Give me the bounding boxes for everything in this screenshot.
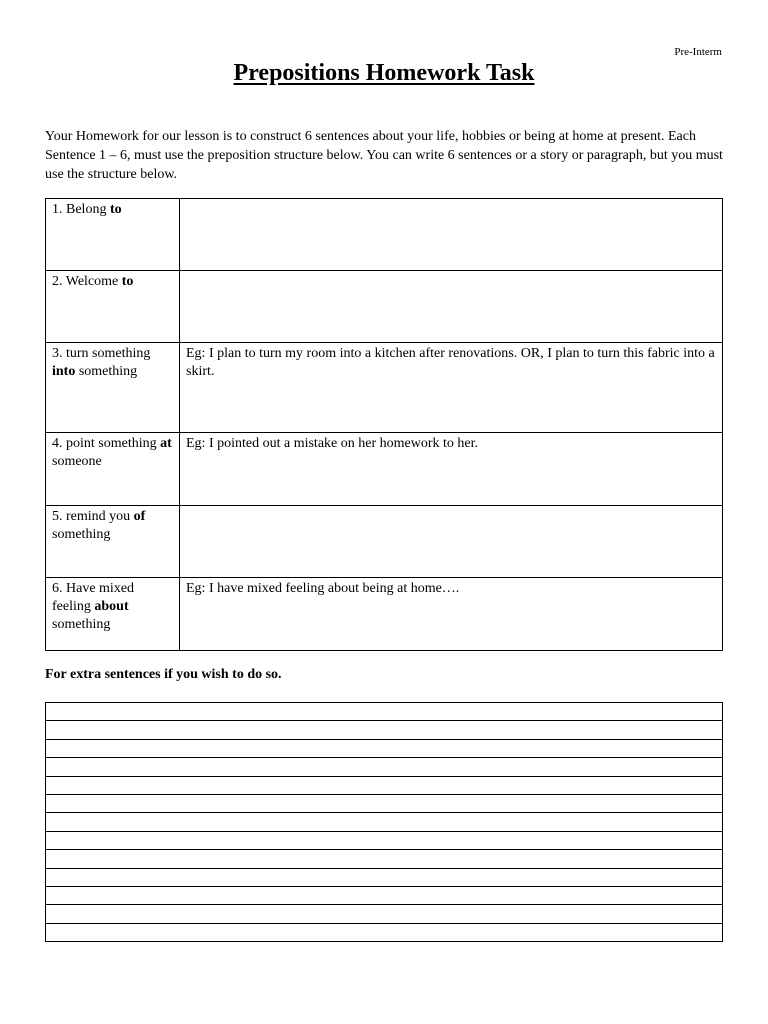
preposition-text: into [52,364,76,379]
table-row [46,578,723,651]
answer-cell[interactable]: Eg: I pointed out a mistake on her homework to her. [180,433,723,506]
preposition-text: to [121,274,134,289]
writing-line[interactable] [46,850,722,868]
writing-line[interactable] [46,721,722,739]
prompt-text-after: something [52,617,111,632]
writing-line[interactable] [46,905,722,923]
prompt-cell [46,271,180,343]
instructions-paragraph: Your Homework for our lesson is to construct 6 sentences about your life, hobbies or being at home at present. Each Sentence 1 – 6, must use the preposition structure below. You can write 6 sentences or a story or paragraph, but you must use the structure below. [45,129,723,182]
writing-line[interactable] [46,795,722,813]
prompt-cell [46,433,180,506]
prompt-text: 4. point something [52,436,161,451]
answer-cell[interactable] [180,506,723,578]
prompt-text: 5. remind you [52,509,134,524]
preposition-text: to [109,202,122,217]
prompt-text: 2. Welcome [52,274,122,289]
prompt-text: 6. Have mixed feeling [52,581,135,614]
writing-line[interactable] [46,813,722,831]
writing-line[interactable] [46,740,722,758]
writing-line[interactable] [46,887,722,905]
preposition-table [45,198,723,651]
writing-lines [45,702,723,942]
level-label: Pre-Interm [674,46,722,58]
answer-cell[interactable]: Eg: I plan to turn my room into a kitchen after renovations. OR, I plan to turn this fabric into a skirt. [180,343,723,433]
preposition-text: about [94,599,129,614]
prompt-cell [46,343,180,433]
writing-line[interactable] [46,777,722,795]
writing-line[interactable] [46,703,722,721]
table-row [46,271,723,343]
table-row [46,433,723,506]
prompt-text-after: someone [52,454,102,469]
preposition-text: at [160,436,172,451]
writing-line[interactable] [46,832,722,850]
page-title: Prepositions Homework Task [233,60,535,86]
answer-cell[interactable]: Eg: I have mixed feeling about being at home…. [180,578,723,651]
prompt-text-after: something [52,527,111,542]
answer-cell[interactable] [180,271,723,343]
answer-cell[interactable] [180,199,723,271]
prompt-cell [46,506,180,578]
table-row [46,506,723,578]
preposition-text: of [133,509,146,524]
extra-sentences-label: For extra sentences if you wish to do so. [45,667,282,682]
writing-line[interactable] [46,924,722,941]
writing-line[interactable] [46,869,722,887]
prompt-text: 1. Belong [52,202,110,217]
prompt-cell [46,578,180,651]
table-row [46,343,723,433]
prompt-text: 3. turn something [52,346,151,361]
prompt-text-after: something [75,364,138,379]
prompt-cell [46,199,180,271]
table-row [46,199,723,271]
writing-line[interactable] [46,758,722,776]
